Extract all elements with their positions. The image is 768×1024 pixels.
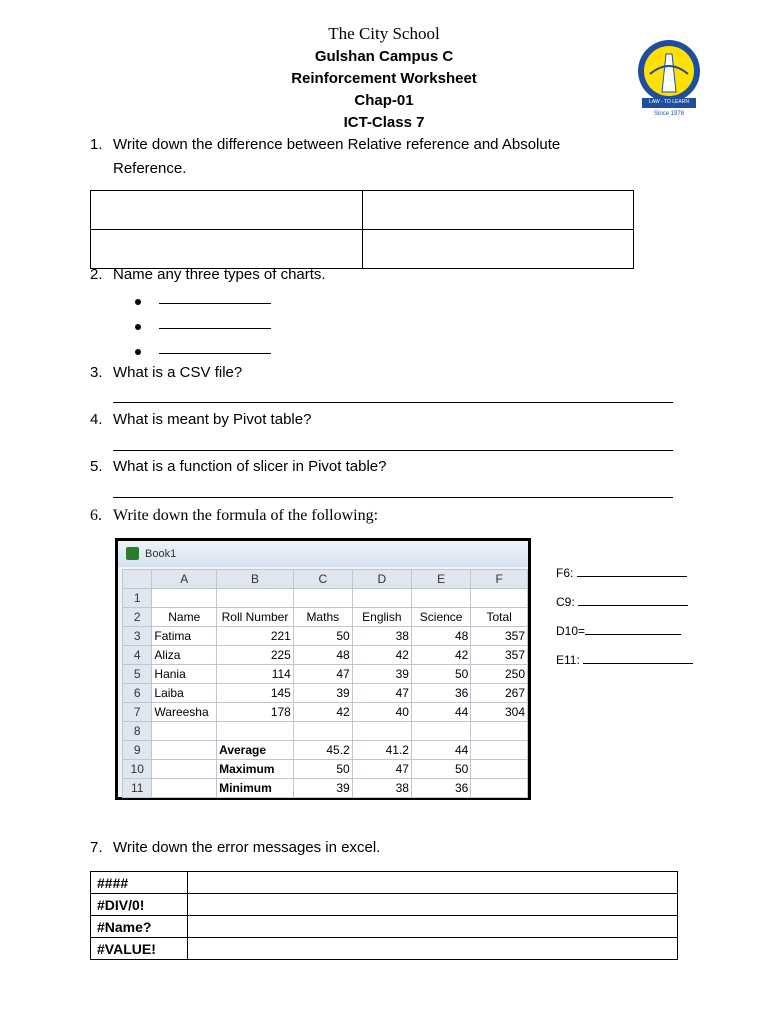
excel-titlebar	[118, 541, 528, 567]
row-header: 10	[123, 760, 152, 779]
excel-cell[interactable]: Fatima	[152, 627, 217, 646]
error-code: ####	[91, 872, 188, 894]
excel-cell[interactable]: Science	[411, 608, 470, 627]
excel-row	[123, 779, 528, 798]
excel-cell[interactable]: 38	[352, 779, 411, 798]
excel-cell[interactable]: 42	[352, 646, 411, 665]
logo-motto: LAW - TO LEARN	[649, 99, 689, 105]
excel-cell[interactable]: 36	[411, 684, 470, 703]
question-text: Write down the difference between Relative reference and Absolute	[113, 136, 561, 153]
excel-cell[interactable]: 145	[217, 684, 294, 703]
excel-cell[interactable]	[217, 589, 294, 608]
excel-cell[interactable]: 50	[293, 627, 352, 646]
excel-cell[interactable]: Wareesha	[152, 703, 217, 722]
excel-cell[interactable]: Aliza	[152, 646, 217, 665]
excel-icon	[126, 547, 139, 560]
excel-cell[interactable]: 178	[217, 703, 294, 722]
question-number: 4.	[90, 411, 103, 428]
excel-cell[interactable]: 357	[471, 627, 528, 646]
excel-cell[interactable]: 38	[352, 627, 411, 646]
row-header: 11	[123, 779, 152, 798]
excel-cell[interactable]	[152, 722, 217, 741]
error-answer-cell[interactable]	[188, 872, 678, 894]
excel-cell[interactable]	[471, 741, 528, 760]
excel-cell[interactable]	[152, 741, 217, 760]
question-text: Write down the error messages in excel.	[113, 839, 381, 856]
column-header: E	[411, 570, 470, 589]
row-header: 3	[123, 627, 152, 646]
excel-cell[interactable]	[152, 589, 217, 608]
column-header: B	[217, 570, 294, 589]
excel-cell[interactable]: 304	[471, 703, 528, 722]
campus-name: Gulshan Campus C	[314, 48, 454, 65]
row-header: 7	[123, 703, 152, 722]
excel-cell[interactable]: Maximum	[217, 760, 294, 779]
question-text: Name any three types of charts.	[113, 266, 326, 283]
excel-cell[interactable]	[217, 722, 294, 741]
error-answer-cell[interactable]	[188, 938, 678, 960]
excel-cell[interactable]: 36	[411, 779, 470, 798]
row-header: 2	[123, 608, 152, 627]
question-text: What is a function of slicer in Pivot table?	[113, 458, 387, 475]
excel-cell[interactable]	[471, 760, 528, 779]
school-name: The City School	[328, 24, 440, 43]
excel-cell[interactable]: 50	[411, 665, 470, 684]
excel-cell[interactable]	[471, 589, 528, 608]
excel-row	[123, 684, 528, 703]
excel-cell[interactable]: 48	[293, 646, 352, 665]
excel-cell[interactable]: 48	[411, 627, 470, 646]
error-code: #VALUE!	[91, 938, 188, 960]
excel-cell[interactable]: 250	[471, 665, 528, 684]
error-code: #DIV/0!	[91, 894, 188, 916]
answer-cell[interactable]	[91, 191, 363, 230]
excel-grid	[122, 569, 528, 798]
question-text-cont: Reference.	[113, 160, 187, 177]
excel-cell[interactable]: 45.2	[293, 741, 352, 760]
excel-cell[interactable]: Hania	[152, 665, 217, 684]
excel-cell[interactable]: 267	[471, 684, 528, 703]
excel-cell[interactable]: 357	[471, 646, 528, 665]
excel-cell[interactable]	[352, 722, 411, 741]
chapter-label: Chap-01	[354, 92, 414, 109]
row-header: 9	[123, 741, 152, 760]
question-number: 7.	[90, 839, 103, 856]
question-number: 1.	[90, 136, 103, 153]
row-header: 6	[123, 684, 152, 703]
formula-e11[interactable]: E11:	[556, 653, 693, 667]
column-header: A	[152, 570, 217, 589]
question-text: What is meant by Pivot table?	[113, 411, 312, 428]
column-header: C	[293, 570, 352, 589]
excel-cell[interactable]: 225	[217, 646, 294, 665]
logo-since: Since 1978	[653, 111, 685, 117]
excel-cell[interactable]: Minimum	[217, 779, 294, 798]
error-table	[90, 871, 678, 960]
row-header: 1	[123, 589, 152, 608]
answer-line[interactable]	[113, 450, 673, 451]
excel-cell[interactable]	[411, 722, 470, 741]
row-header: 8	[123, 722, 152, 741]
grid-corner	[123, 570, 152, 589]
excel-cell[interactable]: 39	[293, 684, 352, 703]
row-header: 5	[123, 665, 152, 684]
excel-cell[interactable]: Average	[217, 741, 294, 760]
excel-cell[interactable]: 44	[411, 741, 470, 760]
excel-screenshot	[115, 538, 531, 800]
column-header: F	[471, 570, 528, 589]
excel-cell[interactable]: Laiba	[152, 684, 217, 703]
excel-cell[interactable]	[352, 589, 411, 608]
error-answer-cell[interactable]	[188, 916, 678, 938]
excel-cell[interactable]	[471, 722, 528, 741]
excel-cell[interactable]	[411, 589, 470, 608]
excel-cell[interactable]: 39	[293, 779, 352, 798]
excel-row	[123, 703, 528, 722]
excel-cell[interactable]: 221	[217, 627, 294, 646]
excel-row	[123, 646, 528, 665]
row-header: 4	[123, 646, 152, 665]
answer-table-q1	[90, 190, 634, 269]
formula-c9[interactable]: C9:	[556, 595, 688, 609]
question-number: 2.	[90, 266, 103, 283]
excel-cell[interactable]	[293, 722, 352, 741]
excel-cell[interactable]: 47	[352, 760, 411, 779]
excel-cell[interactable]: 42	[411, 646, 470, 665]
excel-cell[interactable]: 41.2	[352, 741, 411, 760]
question-text: Write down the formula of the following:	[113, 507, 379, 524]
question-number: 5.	[90, 458, 103, 475]
excel-row	[123, 608, 528, 627]
bullet-icon	[135, 349, 141, 355]
worksheet-title: Reinforcement Worksheet	[291, 70, 477, 87]
question-number: 3.	[90, 364, 103, 381]
excel-cell[interactable]: 40	[352, 703, 411, 722]
excel-cell[interactable]	[152, 779, 217, 798]
excel-cell[interactable]: 44	[411, 703, 470, 722]
answer-cell[interactable]	[362, 230, 634, 269]
excel-cell[interactable]: English	[352, 608, 411, 627]
school-logo	[636, 34, 702, 122]
class-label: ICT-Class 7	[343, 114, 425, 131]
excel-cell[interactable]: Total	[471, 608, 528, 627]
excel-cell[interactable]	[293, 589, 352, 608]
excel-cell[interactable]: 42	[293, 703, 352, 722]
excel-row	[123, 665, 528, 684]
excel-cell[interactable]: Roll Number	[217, 608, 294, 627]
answer-line[interactable]	[113, 402, 673, 403]
formula-f6[interactable]: F6:	[556, 566, 687, 580]
error-code: #Name?	[91, 916, 188, 938]
formula-d10[interactable]: D10=	[556, 624, 681, 638]
excel-cell[interactable]: 50	[293, 760, 352, 779]
error-answer-cell[interactable]	[188, 894, 678, 916]
excel-cell[interactable]: 47	[293, 665, 352, 684]
excel-cell[interactable]: 50	[411, 760, 470, 779]
question-text: What is a CSV file?	[113, 364, 243, 381]
excel-cell[interactable]	[152, 760, 217, 779]
excel-cell[interactable]: Maths	[293, 608, 352, 627]
bullet-icon	[135, 324, 141, 330]
excel-row	[123, 589, 528, 608]
column-header: D	[352, 570, 411, 589]
answer-line[interactable]	[113, 497, 673, 498]
excel-cell[interactable]: 114	[217, 665, 294, 684]
answer-cell[interactable]	[362, 191, 634, 230]
excel-cell[interactable]: 39	[352, 665, 411, 684]
excel-cell[interactable]: Name	[152, 608, 217, 627]
excel-workbook-title: Book1	[145, 548, 177, 560]
excel-row	[123, 722, 528, 741]
excel-row	[123, 627, 528, 646]
excel-cell[interactable]	[471, 779, 528, 798]
excel-cell[interactable]: 47	[352, 684, 411, 703]
question-number: 6.	[90, 507, 102, 524]
excel-row	[123, 741, 528, 760]
bullet-icon	[135, 299, 141, 305]
excel-row	[123, 760, 528, 779]
